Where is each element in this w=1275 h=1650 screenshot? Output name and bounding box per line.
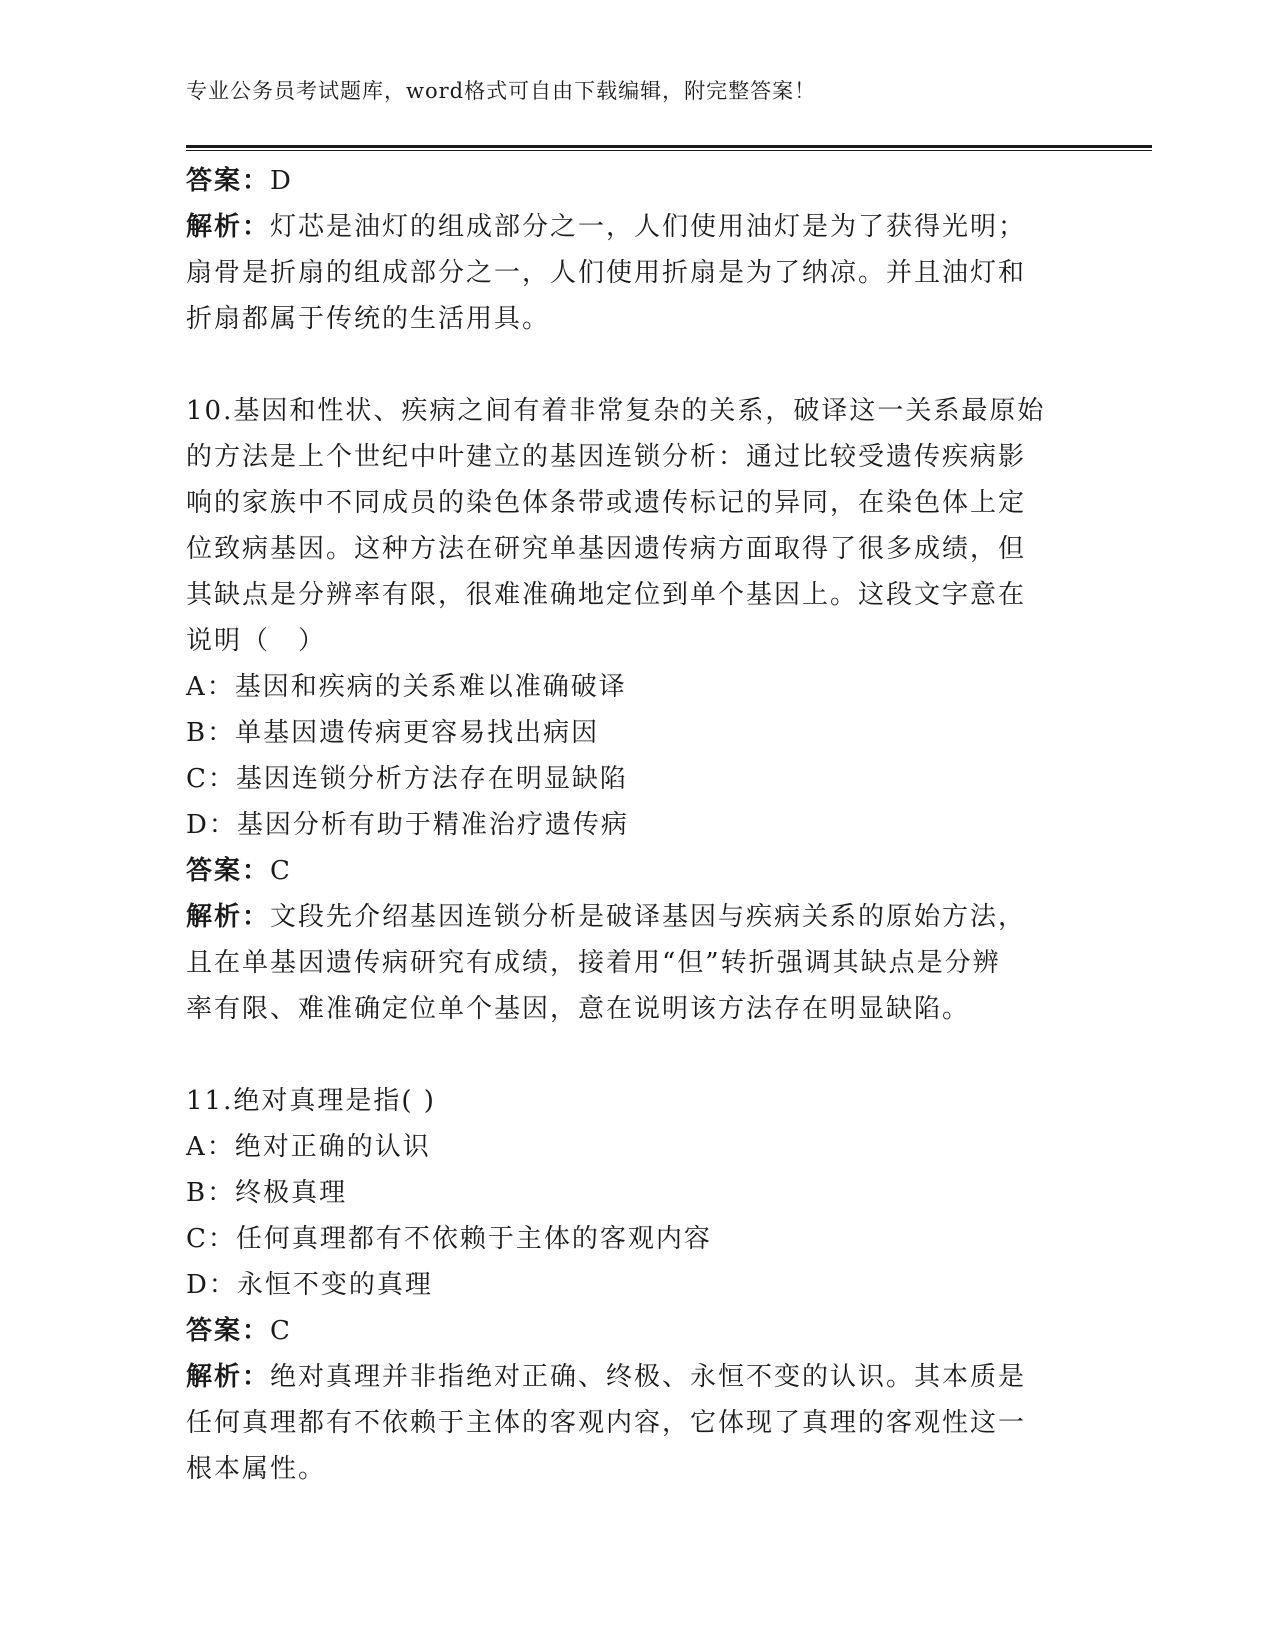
header-divider [186,145,1152,151]
analysis-text-line: 折扇都属于传统的生活用具。 [186,304,551,334]
analysis-label: 解析： [186,1362,271,1392]
analysis-text: 文段先介绍基因连锁分析是破译基因与疾病关系的原始方法， [270,902,1027,932]
option-a: A：绝对正确的认识 [186,1132,431,1162]
answer-label: 答案： [186,1316,271,1346]
analysis-text-line: 任何真理都有不依赖于主体的客观内容，它体现了真理的客观性这一 [186,1408,1027,1438]
question-stem-line: 10.基因和性状、疾病之间有着非常复杂的关系，破译这一关系最原始 [186,396,1046,426]
document-body [186,158,1106,1492]
answer-line [186,848,1106,894]
answer-value: D [270,166,293,196]
analysis-text-line: 且在单基因遗传病研究有成绩，接着用“但”转折强调其缺点是分辨 [186,948,1001,978]
question-stem-line: 响的家族中不同成员的染色体条带或遗传标记的异同，在染色体上定 [186,488,1027,518]
analysis-text-line: 扇骨是折扇的组成部分之一，人们使用折扇是为了纳凉。并且油灯和 [186,258,1027,288]
analysis-label: 解析： [186,212,271,242]
answer-label: 答案： [186,856,271,886]
question-stem-line: 说明（ ） [186,626,327,656]
answer-value: C [270,856,292,886]
spacer [186,342,1106,388]
analysis-text: 绝对真理并非指绝对正确、终极、永恒不变的认识。其本质是 [270,1362,1027,1392]
answer-label: 答案： [186,166,271,196]
question-stem-line: 11.绝对真理是指( ) [186,1086,436,1116]
question-stem-line: 的方法是上个世纪中叶建立的基因连锁分析：通过比较受遗传疾病影 [186,442,1027,472]
option-a: A：基因和疾病的关系难以准确破译 [186,672,627,702]
option-d: D：永恒不变的真理 [186,1270,433,1300]
question-stem-line: 其缺点是分辨率有限，很难准确地定位到单个基因上。这段文字意在 [186,580,1027,610]
question-11 [186,1078,1106,1492]
analysis-label: 解析： [186,902,271,932]
option-c: C：基因连锁分析方法存在明显缺陷 [186,764,628,794]
analysis-text-line: 根本属性。 [186,1454,327,1484]
option-b: B：单基因遗传病更容易找出病因 [186,718,600,748]
spacer [186,1032,1106,1078]
analysis-line [186,894,1106,940]
question-stem-line: 位致病基因。这种方法在研究单基因遗传病方面取得了很多成绩，但 [186,534,1027,564]
option-c: C：任何真理都有不依赖于主体的客观内容 [186,1224,712,1254]
answer-line [186,158,1106,204]
analysis-text-line: 率有限、难准确定位单个基因，意在说明该方法存在明显缺陷。 [186,994,971,1024]
option-d: D：基因分析有助于精准治疗遗传病 [186,810,629,840]
analysis-text: 灯芯是油灯的组成部分之一，人们使用油灯是为了获得光明； [270,212,1027,242]
answer-value: C [270,1316,292,1346]
page-header-text: 专业公务员考试题库，word格式可自由下载编辑，附完整答案！ [186,79,817,103]
option-b: B：终极真理 [186,1178,348,1208]
answer-line [186,1308,1106,1354]
question-10 [186,388,1106,1032]
analysis-line [186,1354,1106,1400]
analysis-line [186,204,1106,250]
